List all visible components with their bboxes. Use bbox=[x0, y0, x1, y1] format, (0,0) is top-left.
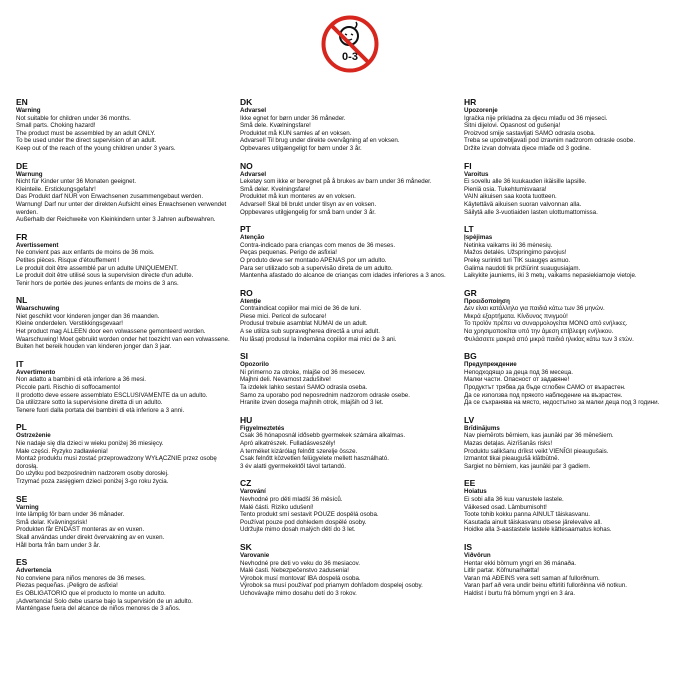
warning-line: Da utilizzare sotto la supervisione diretta di un adulto. bbox=[16, 399, 163, 407]
warning-line: Mazas detaļas. Aizrīšanās risks! bbox=[464, 440, 553, 447]
warning-line: Le produit doit être utilisé sous la supervision directe d'un adulte. bbox=[16, 272, 194, 280]
warning-line: Да се съхранява на място, недостъпно за малки деца под 3 години. bbox=[464, 399, 660, 407]
warning-line: Piezas pequeñas. ¡Peligro de asfixia! bbox=[16, 582, 118, 590]
warning-line: Väikesed osad. Lämbumisoht! bbox=[464, 503, 547, 511]
warning-line: Samo za uporabo pod neposrednim nadzorom odrasle osebe. bbox=[240, 391, 410, 399]
warning-line: Not suitable for children under 36 months. bbox=[16, 114, 131, 122]
warning-title: Advertencia bbox=[16, 567, 52, 575]
warning-line: Φυλάσσετε μακριά από μικρά παιδιά ηλικίας κάτω των 3 ετών. bbox=[464, 335, 634, 343]
warning-line: Pieniä osia. Tukehtumisvaara! bbox=[464, 185, 547, 193]
warning-line: Montaż produktu musi zostać przeprowadzony WYŁĄCZNIE przez osobę dorosłą. bbox=[16, 455, 219, 470]
warning-line: Piccole parti. Rischio di soffocamento! bbox=[16, 384, 121, 392]
warning-line: Laikykite jauniems, iki 3 metų, vaikams nepasiekiamoje vietoje. bbox=[464, 272, 637, 280]
warning-title: Įspėjimas bbox=[464, 234, 493, 242]
warning-title: Ostrzeżenie bbox=[16, 432, 51, 440]
warning-line: Treba se upotrebljavati pod izravnim nadzorom odrasle osobe. bbox=[464, 137, 636, 145]
warning-line: Varan þarf að vera undir beinu eftirliti fullorðinna við notkun. bbox=[464, 582, 627, 590]
warning-block-dk bbox=[240, 97, 458, 153]
language-code: PL bbox=[16, 422, 27, 433]
language-code: SI bbox=[240, 351, 249, 362]
warning-block-is bbox=[464, 542, 682, 598]
warning-title: Upozorenje bbox=[464, 107, 498, 114]
logo-age-label: 0-3 bbox=[342, 51, 358, 63]
warning-line: Mažos detalės. Užspringimo pavojus! bbox=[464, 249, 567, 257]
warning-line: Δεν είναι κατάλληλο για παιδιά κάτω των 36 μηνών. bbox=[464, 305, 605, 313]
language-code: SK bbox=[240, 541, 252, 552]
warning-title: Avertissement bbox=[16, 241, 59, 249]
warning-line: Да се използва под прякото наблюдение на възрастен. bbox=[464, 391, 623, 399]
warning-line: Kleinteile. Erstickungsgefahr! bbox=[16, 185, 96, 193]
warning-block-nl bbox=[16, 295, 234, 351]
warning-line: Do użytku pod bezpośrednim nadzorem osoby dorosłej. bbox=[16, 470, 169, 478]
warning-line: Varan má AÐEINS vera sett saman af fullorðnum. bbox=[464, 574, 600, 582]
warning-line: Niet geschikt voor kinderen jonger dan 36 maanden. bbox=[16, 312, 160, 320]
warning-block-cz bbox=[240, 478, 458, 534]
warning-line: Small parts. Choking hazard! bbox=[16, 122, 96, 130]
warning-title: Hoiatus bbox=[464, 488, 487, 496]
warning-block-hr bbox=[464, 97, 682, 153]
warning-line: Il prodotto deve essere assemblato ESCLUSIVAMENTE da un adulto. bbox=[16, 391, 208, 399]
warning-line: Opbevares utilgængeligt for børn under 3 år. bbox=[240, 144, 362, 152]
warning-line: Produsul trebuie asamblat NUMAI de un adult. bbox=[240, 320, 368, 328]
warning-line: Piese mici. Pericol de sufocare! bbox=[240, 312, 327, 320]
warning-line: Tenere fuori dalla portata dei bambini di età inferiore a 3 anni. bbox=[16, 406, 185, 414]
warning-line: 3 év alatti gyermekektől távol tartandó. bbox=[240, 462, 346, 470]
warning-line: Malé části. Riziko udušení! bbox=[240, 503, 314, 511]
warning-line: Tento produkt smí sestavit POUZE dospělá osoba. bbox=[240, 511, 379, 519]
language-code: IS bbox=[464, 541, 473, 552]
warning-line: Malé časti. Nebezpečenstvo zadusenia! bbox=[240, 567, 350, 575]
warning-line: Waarschuwing! Moet gebruikt worden onder het toezicht van een volwassene. bbox=[16, 335, 230, 343]
warning-line: Продуктът трябва да бъде сглобен САМО от възрастен. bbox=[464, 384, 626, 392]
warning-line: Produktu salikšanu drīkst veikt VIENĪGI pieaugušais. bbox=[464, 447, 609, 455]
warning-line: Uchovávajte mimo dosahu detí do 3 rokov. bbox=[240, 589, 357, 597]
warning-title: Varování bbox=[240, 488, 266, 496]
warning-line: Netinka vaikams iki 36 mėnesių. bbox=[464, 241, 553, 249]
warning-line: Držite izvan dohvata djece mlađe od 3 godine. bbox=[464, 144, 591, 152]
warning-block-gr bbox=[464, 288, 682, 344]
warning-line: Petites pièces. Risque d'étouffement ! bbox=[16, 256, 120, 264]
warning-line: Csak felnőtt közvetlen felügyelete mellett használható. bbox=[240, 455, 389, 463]
warning-title: Brīdinājums bbox=[464, 424, 500, 432]
warning-line: Małe części. Ryzyko zadławienia! bbox=[16, 447, 108, 455]
warning-line: Igračka nije prikladna za djecu mlađu od 36 mjeseci. bbox=[464, 114, 608, 122]
warning-line: Buiten het bereik houden van kinderen jonger dan 3 jaar. bbox=[16, 343, 172, 351]
warning-line: Používat pouze pod dohledem dospělé osoby. bbox=[240, 518, 367, 526]
warning-block-se bbox=[16, 494, 234, 550]
warning-line: Ei sobi alla 36 kuu vanustele lastele. bbox=[464, 495, 564, 503]
warning-line: Hentar ekki börnum yngri en 36 mánaða. bbox=[464, 559, 577, 567]
warning-line: Majhni deli. Nevarnost zadušitve! bbox=[240, 376, 331, 384]
warning-line: Малки части. Опасност от задавяне! bbox=[464, 376, 570, 384]
warning-line: Udržujte mimo dosah malých dětí do 3 let. bbox=[240, 526, 356, 534]
warning-line: Es OBLIGATORIO que el producto lo monte un adulto. bbox=[16, 589, 166, 597]
language-code: EE bbox=[464, 478, 476, 489]
warning-line: Het product mag ALLEEN door een volwassene gemonteerd worden. bbox=[16, 328, 206, 336]
warning-block-hu bbox=[240, 415, 458, 471]
warning-title: Varoitus bbox=[464, 170, 489, 178]
language-code: NO bbox=[240, 160, 253, 171]
language-code: EN bbox=[16, 97, 28, 107]
warning-line: Keep out of the reach of the young children under 3 years. bbox=[16, 144, 176, 152]
warning-line: Små deler. Kvelningsfare! bbox=[240, 185, 311, 193]
warning-title: Opozorilo bbox=[240, 361, 269, 369]
warning-line: Izmantot tikai pieaugušā klātbūtnē. bbox=[464, 455, 560, 463]
warning-line: Hranite izven dosega majhnih otrok, mlajših od 3 let. bbox=[240, 399, 384, 407]
warning-line: Ta izdelek lahko sestavi SAMO odrasla oseba. bbox=[240, 384, 368, 392]
language-code: FR bbox=[16, 231, 28, 242]
warning-line: Contraindicat copiilor mai mici de 36 de luni. bbox=[240, 305, 362, 313]
warning-line: Sitni dijelovi. Opasnost od gušenja! bbox=[464, 122, 561, 130]
warning-block-it bbox=[16, 359, 234, 415]
warning-line: Galima naudoti tik prižiūrint suaugusiajam. bbox=[464, 264, 581, 272]
warning-line: Håll borta från barn under 3 år. bbox=[16, 541, 101, 549]
warning-line: Ikke egnet for børn under 36 måneder. bbox=[240, 114, 346, 122]
warning-line: Små delar. Kvävningsrisk! bbox=[16, 518, 88, 526]
warning-block-de bbox=[16, 161, 234, 224]
warning-line: ¡Advertencia! Solo debe usarse bajo la supervisión de un adulto. bbox=[16, 597, 193, 605]
warning-block-ro bbox=[240, 288, 458, 344]
warning-line: Toote tohib kokku panna AINULT täiskasvanu. bbox=[464, 511, 591, 519]
warning-line: Manténgase fuera del alcance de niños menores de 3 años. bbox=[16, 605, 181, 613]
language-code: HU bbox=[240, 414, 253, 425]
warning-line: The product must be assembled by an adult ONLY. bbox=[16, 129, 156, 137]
warning-line: Advarsel! Til brug under direkte overvågning af en voksen. bbox=[240, 137, 400, 145]
warning-line: Advarsel! Skal bli brukt under tilsyn av en voksen. bbox=[240, 200, 377, 208]
warning-line: Säilytä alle 3-vuotiaiden lasten ulottumattomissa. bbox=[464, 208, 598, 216]
warning-title: Figyelmeztetés bbox=[240, 424, 285, 432]
warning-line: Le produit doit être assemblé par un adulte UNIQUEMENT. bbox=[16, 264, 178, 272]
warning-block-sk bbox=[240, 542, 458, 598]
warning-line: Contra-indicado para crianças com menos de 36 meses. bbox=[240, 241, 396, 249]
language-code: IT bbox=[16, 358, 24, 369]
language-code: PT bbox=[240, 224, 251, 235]
no-child-under-3-icon bbox=[321, 15, 379, 73]
warning-line: Außerhalb der Reichweite von Kleinkindern unter 3 Jahren aufbewahren. bbox=[16, 216, 216, 224]
warning-title: Warnung bbox=[16, 170, 43, 178]
warning-line: Csak 36 hónaposnál idősebb gyermekek számára alkalmas. bbox=[240, 432, 406, 440]
warning-block-en bbox=[16, 97, 234, 153]
warning-title: Varning bbox=[16, 503, 39, 511]
warning-line: Proizvod smije sastavljati SAMO odrasla osoba. bbox=[464, 129, 596, 137]
warning-title: Atenção bbox=[240, 234, 265, 242]
language-code: DK bbox=[240, 97, 253, 107]
warning-block-fr bbox=[16, 232, 234, 288]
warning-line: Para ser utilizado sob a supervisão direta de um adulto. bbox=[240, 264, 393, 272]
warning-title: Warning bbox=[16, 107, 41, 114]
warning-line: Oppbevares utilgjengelig for små barn under 3 år. bbox=[240, 208, 376, 216]
warning-line: Non adatto a bambini di età inferiore a 36 mesi. bbox=[16, 376, 147, 384]
warning-title: Varovanie bbox=[240, 551, 270, 559]
warning-line: Μικρά εξαρτήματα. Κίνδυνος πνιγμού! bbox=[464, 312, 568, 320]
warning-line: Haldist í burtu frá börnum yngri en 3 ára. bbox=[464, 589, 576, 597]
warning-block-lv bbox=[464, 415, 682, 471]
language-code: RO bbox=[240, 287, 253, 298]
warning-title: Advarsel bbox=[240, 170, 267, 178]
warning-line: Warnung! Darf nur unter der direkten Aufsicht eines Erwachsenen verwendet werden. bbox=[16, 200, 228, 216]
warning-line: Tenir hors de portée des jeunes enfants de moins de 3 ans. bbox=[16, 279, 179, 287]
warning-line: Hoidke alla 3-aastastele lastele kättesaamatus kohas. bbox=[464, 526, 612, 534]
warning-line: Nevhodné pro děti mladší 36 měsíců. bbox=[240, 495, 343, 503]
warning-line: No conviene para niños menores de 36 meses. bbox=[16, 574, 146, 582]
warning-title: Προειδοποίηση bbox=[464, 297, 510, 305]
warning-line: Trzymać poza zasięgiem dzieci poniżej 3-go roku życia. bbox=[16, 477, 169, 485]
warning-title: Advarsel bbox=[240, 107, 267, 114]
warning-title: Viðvörun bbox=[464, 551, 491, 559]
language-code: SE bbox=[16, 493, 28, 504]
warning-block-pl bbox=[16, 422, 234, 485]
warning-line: Produkten får ENDAST monteras av en vuxen. bbox=[16, 526, 145, 534]
language-code: LT bbox=[464, 224, 474, 235]
warning-line: Nav piemērots bērniem, kas jaunāki par 36 mēnešiem. bbox=[464, 432, 614, 440]
language-code: FI bbox=[464, 160, 472, 171]
warning-line: Неподходящо за деца под 36 месеца. bbox=[464, 368, 573, 376]
warning-block-pt bbox=[240, 224, 458, 280]
warning-line: Ne convient pas aux enfants de moins de 36 mois. bbox=[16, 249, 155, 257]
warning-block-ee bbox=[464, 478, 682, 534]
warning-block-es bbox=[16, 557, 234, 613]
warning-title: Waarschuwing bbox=[16, 305, 60, 313]
warning-block-fi bbox=[464, 161, 682, 217]
warning-line: Prekę surinkti turi TIK suaugęs asmuo. bbox=[464, 256, 571, 264]
warning-line: Nie nadaje się dla dzieci w wieku poniżej 36 miesięcy. bbox=[16, 440, 164, 447]
warning-line: Nevhodné pre deti vo veku do 36 mesiacov. bbox=[240, 559, 360, 567]
warning-line: Inte lämplig för barn under 36 månader. bbox=[16, 511, 125, 519]
warning-line: O produto deve ser montado APENAS por um adulto. bbox=[240, 256, 387, 264]
warning-line: Ni primerno za otroke, mlajše od 36 mesecev. bbox=[240, 368, 366, 376]
warning-column-right bbox=[464, 97, 682, 598]
warning-block-bg bbox=[464, 351, 682, 407]
language-code: CZ bbox=[240, 478, 252, 489]
warning-line: Peças pequenas. Perigo de asfixia! bbox=[240, 249, 337, 257]
warning-line: Ei sovellu alle 36 kuukauden ikäisille lapsille. bbox=[464, 178, 587, 186]
warning-line: Produktet må KUN samles af en voksen. bbox=[240, 129, 352, 137]
language-code: BG bbox=[464, 351, 477, 362]
warning-line: Nu lăsați produsul la îndemâna copiilor mai mici de 3 ani. bbox=[240, 335, 397, 343]
warning-line: A terméket kizárólag felnőtt szerelje össze. bbox=[240, 447, 358, 455]
warning-line: Käytettävä aikuisen suoran valvonnan alla. bbox=[464, 200, 582, 208]
warning-line: Nicht für Kinder unter 36 Monaten geeignet. bbox=[16, 178, 137, 186]
warning-block-si bbox=[240, 351, 458, 407]
warning-column-left bbox=[16, 97, 234, 613]
language-code: GR bbox=[464, 287, 477, 298]
warning-line: Να χρησιμοποιείται υπό την άμεση επίβλεψη ενήλικου. bbox=[464, 328, 614, 336]
warning-line: VAIN aikuisen saa koota tuotteen. bbox=[464, 193, 557, 201]
warning-title: Atenție bbox=[240, 297, 261, 305]
warning-line: Produktet må kun monteres av en voksen. bbox=[240, 193, 356, 201]
warning-block-no bbox=[240, 161, 458, 217]
warning-line: Litlir partar. Köfnunarhætta! bbox=[464, 567, 539, 575]
warning-line: Apró alkatrészek. Fulladásveszély! bbox=[240, 440, 336, 447]
warning-line: Leketøy som ikke er beregnet på å brukes av barn under 36 måneder. bbox=[240, 178, 432, 186]
language-code: ES bbox=[16, 557, 28, 568]
warning-line: Výrobok musí montovať IBA dospelá osoba. bbox=[240, 574, 361, 582]
language-code: DE bbox=[16, 160, 28, 171]
warning-line: Skall användas under direkt övervakning av en vuxen. bbox=[16, 533, 165, 541]
warning-line: Kleine onderdelen. Verstikkingsgevaar! bbox=[16, 320, 123, 328]
language-code: NL bbox=[16, 295, 28, 306]
warning-line: Små dele. Kvælningsfare! bbox=[240, 122, 311, 130]
warning-line: Výrobok sa musí používať pod priamym dohľadom dospelej osoby. bbox=[240, 582, 423, 590]
warning-line: Das Produkt darf NUR von Erwachsenen zusammengebaut werden. bbox=[16, 193, 204, 201]
warning-line: Sargiet no bērniem, kas jaunāki par 3 gadiem. bbox=[464, 462, 591, 470]
warning-line: A se utiliza sub supravegherea directă a unui adult. bbox=[240, 328, 380, 336]
warning-line: Mantenha afastado do alcance de crianças com idades inferiores a 3 anos. bbox=[240, 272, 446, 280]
language-code: HR bbox=[464, 97, 477, 107]
warning-line: Το προϊόν πρέπει να συναρμολογείται ΜΟΝΟ από ενήλικες. bbox=[464, 320, 628, 328]
warning-line: Kasutada ainult täiskasvanu otsese järelevalve all. bbox=[464, 518, 602, 526]
warning-title: Предупреждение bbox=[464, 361, 517, 369]
warning-column-middle bbox=[240, 97, 458, 598]
warning-line: To be used under the direct supervision of an adult. bbox=[16, 137, 157, 145]
warning-block-lt bbox=[464, 224, 682, 280]
warning-title: Avvertimento bbox=[16, 368, 56, 376]
language-code: LV bbox=[464, 414, 475, 425]
